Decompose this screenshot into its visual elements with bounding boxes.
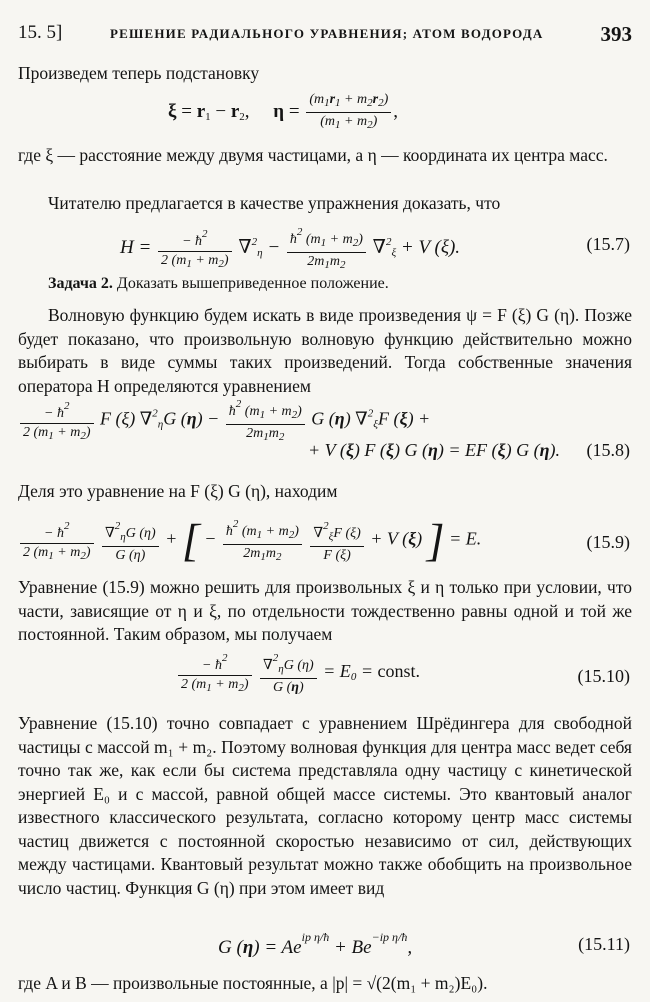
paragraph-constants: где A и B — произвольные постоянные, а |p| = √(2(m₁ + m₂)E₀). [18, 973, 488, 993]
equation-number: (15.10) [577, 666, 630, 686]
paragraph-definitions: где ξ — расстояние между двумя частицами, а η — координата их центра масс. [18, 145, 608, 165]
running-header [18, 22, 634, 48]
equation-number: (15.11) [578, 934, 630, 954]
task-2 [48, 272, 632, 296]
equation-substitution: $\xi = r_1 - r_2$, η = $\frac{(m_1r_1 + m_2r_2)}{(m_1 + m_2)}$ , [168, 92, 398, 131]
paragraph-separation: Уравнение (15.9) можно решить для произвольных ξ и η только при условии, что части, зависящие от η и ξ, по отдельности тождественно равны одной и той же постоянной. Таким образом, мы получаем [18, 577, 632, 644]
equation-15-9: $\frac{- ħ^2}{2 (m_1 + m_2)}$ $\frac{\nabla^2_\eta G (\eta)}{G (\eta)}$ + [ − $\frac{ħ^2 (m_1 + m_2)}{2m_1m_2}$ $\frac{\nabla^2_\xi F (\xi)}{F (\xi)}$ + V (ξ) ] = E. (15.9) [18, 516, 634, 566]
task-text: Доказать вышеприведенное положение. [116, 275, 389, 292]
page-number: 393 [600, 22, 632, 46]
paragraph-exercise: Читателю предлагается в качестве упражнения доказать, что [48, 193, 501, 213]
equation-15-7: H = $\frac{- ħ^2}{2 (m_1 + m_2)}$ ∇$^2_\eta$ − $\frac{ħ^2 (m_1 + m_2)}{2m_1m_2}$ ∇$^2_\xi$ + V (ξ). (15.7) [120, 226, 630, 271]
paragraph-substitution: Произведем теперь подстановку [18, 63, 260, 83]
equation-15-11: G $(\eta) = Ae^{ip \eta/ħ} + Be^{-ip \eta/ħ}$, (15.11) [218, 930, 630, 958]
task-label: Задача 2. [48, 275, 113, 292]
running-title: РЕШЕНИЕ РАДИАЛЬНОГО УРАВНЕНИЯ; АТОМ ВОДОРОДА [110, 26, 544, 41]
paragraph-dividing: Деля это уравнение на F (ξ) G (η), находим [18, 481, 338, 501]
equation-number: (15.8) [586, 440, 630, 460]
equation-15-8: $\frac{- ħ^2}{2 (m_1 + m_2)}$ F (ξ) ∇$^2_\eta$G (η) − $\frac{ħ^2 (m_1 + m_2)}{2m_1m_2}$ G (η) ∇$^2_\xi$F (ξ) + + V (ξ) F (ξ) G (η) = EF (ξ) G (η). (15.8) [18, 396, 634, 474]
paragraph-wavefunction: Волновую функцию будем искать в виде произведения ψ = F (ξ) G (η). Позже будет показано, что произвольную волновую функцию действительно можно выбирать в виде суммы таких произведений. Тогда собственные значения оператора H определяются уравнением [18, 305, 632, 396]
paragraph-schrodinger: Уравнение (15.10) точно совпадает с уравнением Шрёдингера для свободной частицы с массой m₁ + m₂. Поэтому волновая функция для центра масс ведет себя точно так же, как если бы система представляла одну частицу с кинетической энергией E₀ и с массой, равной общей массе системы. Это квантовый аналог известного классического результата, согласно которому центр масс системы частиц движется с постоянной скоростью независимо от сил, действующих между частицами. Квантовый результат можно также обобщить на произвольное число частиц. Функция G (η) при этом имеет вид [18, 713, 632, 898]
section-reference: 15. 5] [18, 22, 63, 43]
equation-number: (15.7) [586, 234, 630, 254]
equation-15-10: $\frac{- ħ^2}{2 (m_1 + m_2)}$ $\frac{\nabla^2_\eta G (\eta)}{G (\eta)}$ = $E_0$ = const. (15.10) [18, 650, 634, 698]
equation-number: (15.9) [586, 532, 630, 552]
